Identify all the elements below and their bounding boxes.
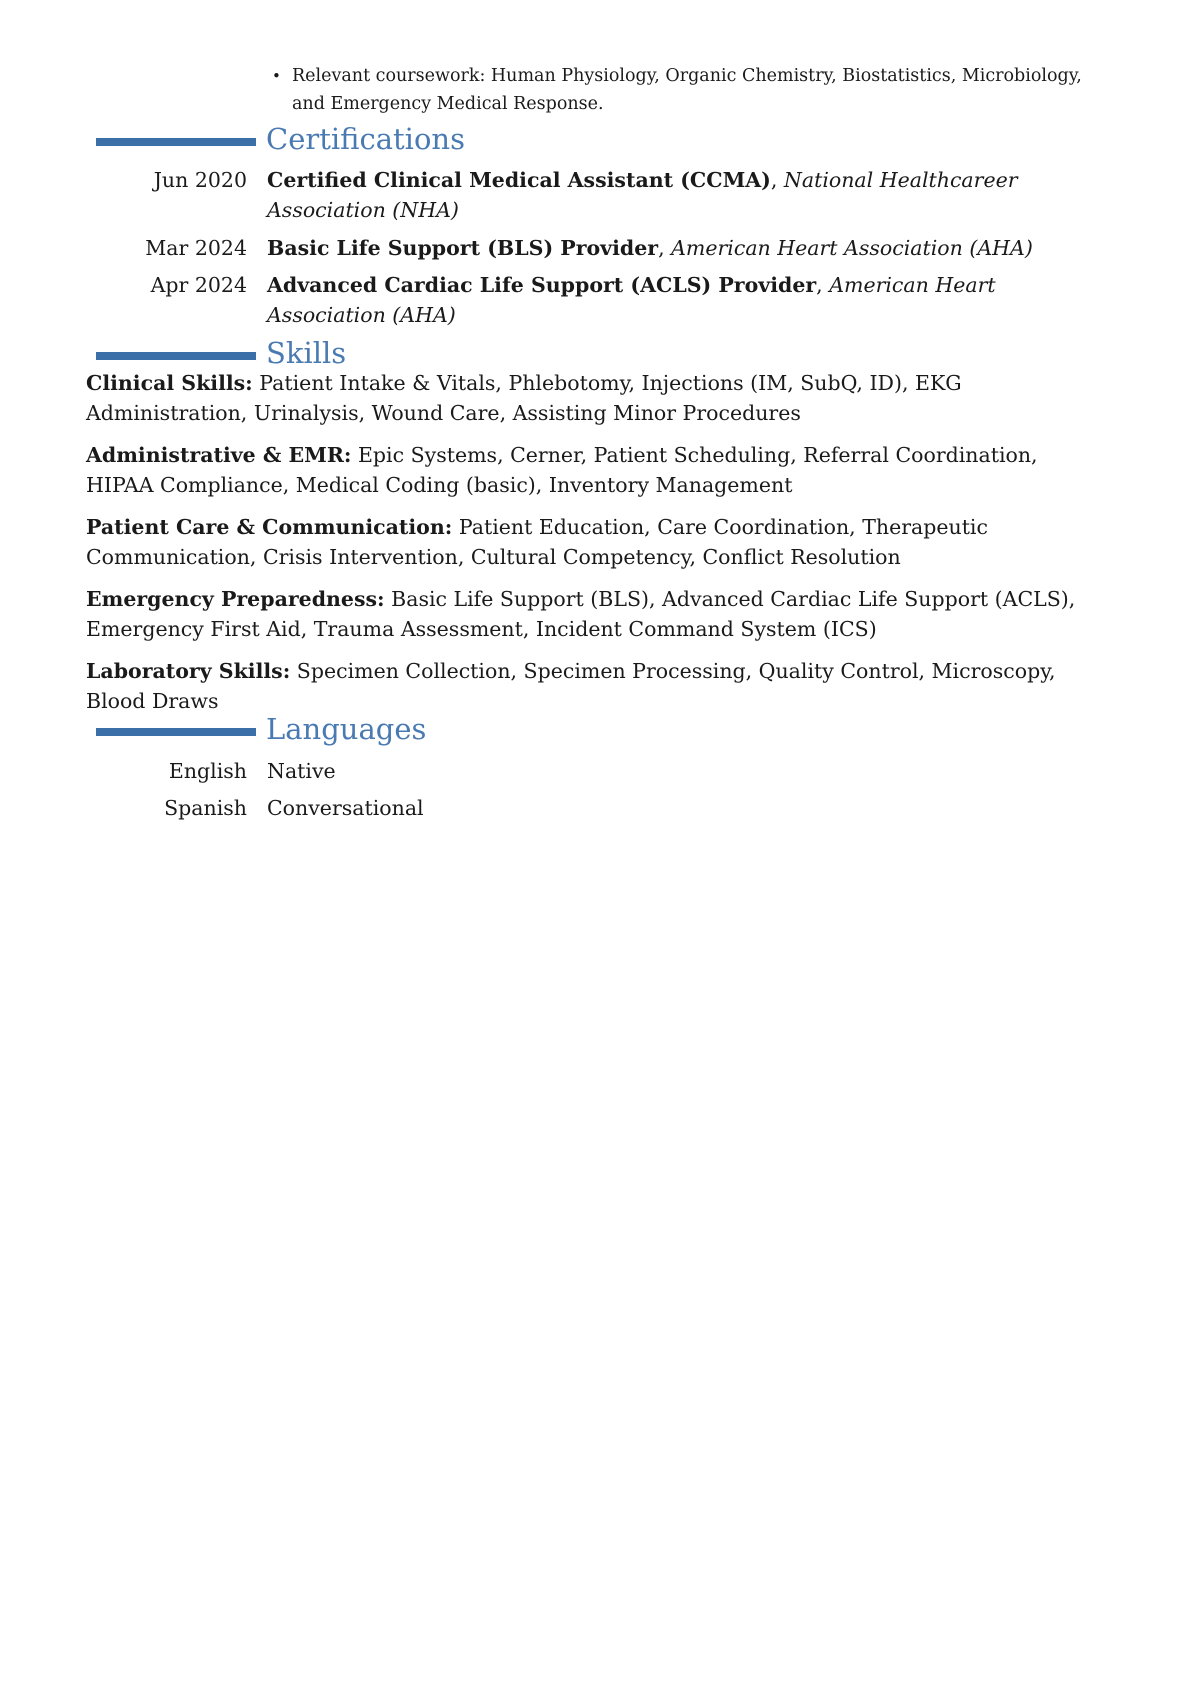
- certification-body: Certified Clinical Medical Assistant (CCMA), National Healthcareer Association (NHA): [267, 168, 1018, 222]
- certification-date: Jun 2020: [153, 168, 247, 192]
- certification-body: Basic Life Support (BLS) Provider, American Heart Association (AHA): [267, 236, 1033, 260]
- skill-group-label: Clinical Skills:: [86, 371, 253, 395]
- certification-title: Basic Life Support (BLS) Provider: [267, 236, 659, 260]
- bullet-icon: •: [272, 67, 281, 85]
- skill-group-text: Basic Life Support (BLS), Advanced Cardiac Life Support (ACLS), Emergency First Aid, Trauma Assessment, Incident Command System (ICS): [86, 587, 1076, 641]
- certifications-title: Certifications: [266, 122, 465, 156]
- skill-group: [86, 368, 1106, 428]
- skill-group-label: Patient Care & Communication:: [86, 515, 453, 539]
- certification-org: National Healthcareer Association (NHA): [267, 168, 1018, 222]
- language-name: English: [168, 759, 247, 783]
- coursework-text: Relevant coursework: Human Physiology, Organic Chemistry, Biostatistics, Microbiology, and Emergency Medical Response.: [292, 66, 1082, 114]
- section-rule: [96, 352, 256, 360]
- skill-group: [86, 656, 1106, 716]
- skill-group: [86, 440, 1106, 500]
- skill-group: [86, 512, 1106, 572]
- certification-body: Advanced Cardiac Life Support (ACLS) Provider, American Heart Association (AHA): [267, 273, 996, 327]
- skill-group-text: Specimen Collection, Specimen Processing, Quality Control, Microscopy, Blood Draws: [86, 659, 1056, 713]
- skill-group-text: Patient Education, Care Coordination, Therapeutic Communication, Crisis Intervention, Cultural Competency, Conflict Resolution: [86, 515, 988, 569]
- skill-group-label: Administrative & EMR:: [86, 443, 352, 467]
- languages-header: [96, 711, 1096, 751]
- skill-group-label: Emergency Preparedness:: [86, 587, 385, 611]
- certification-date: Apr 2024: [150, 273, 247, 297]
- skill-group-text: Patient Intake & Vitals, Phlebotomy, Injections (IM, SubQ, ID), EKG Administration, Urinalysis, Wound Care, Assisting Minor Procedures: [86, 371, 962, 425]
- certification-title: Certified Clinical Medical Assistant (CCMA): [267, 168, 771, 192]
- skills-title: Skills: [266, 336, 347, 370]
- language-name: Spanish: [164, 796, 247, 820]
- certification-org: American Heart Association (AHA): [671, 236, 1033, 260]
- language-level: Conversational: [267, 796, 424, 820]
- certification-org: American Heart Association (AHA): [267, 273, 996, 327]
- certification-date: Mar 2024: [145, 236, 247, 260]
- language-level: Native: [267, 759, 336, 783]
- coursework-bullet: [272, 62, 1092, 118]
- languages-title: Languages: [266, 712, 427, 746]
- skill-group-text: Epic Systems, Cerner, Patient Scheduling, Referral Coordination, HIPAA Compliance, Medical Coding (basic), Inventory Management: [86, 443, 1038, 497]
- section-rule: [96, 138, 256, 146]
- certification-title: Advanced Cardiac Life Support (ACLS) Provider: [267, 273, 817, 297]
- skill-group: [86, 584, 1106, 644]
- certifications-header: [96, 121, 1096, 161]
- skill-group-label: Laboratory Skills:: [86, 659, 291, 683]
- section-rule: [96, 728, 256, 736]
